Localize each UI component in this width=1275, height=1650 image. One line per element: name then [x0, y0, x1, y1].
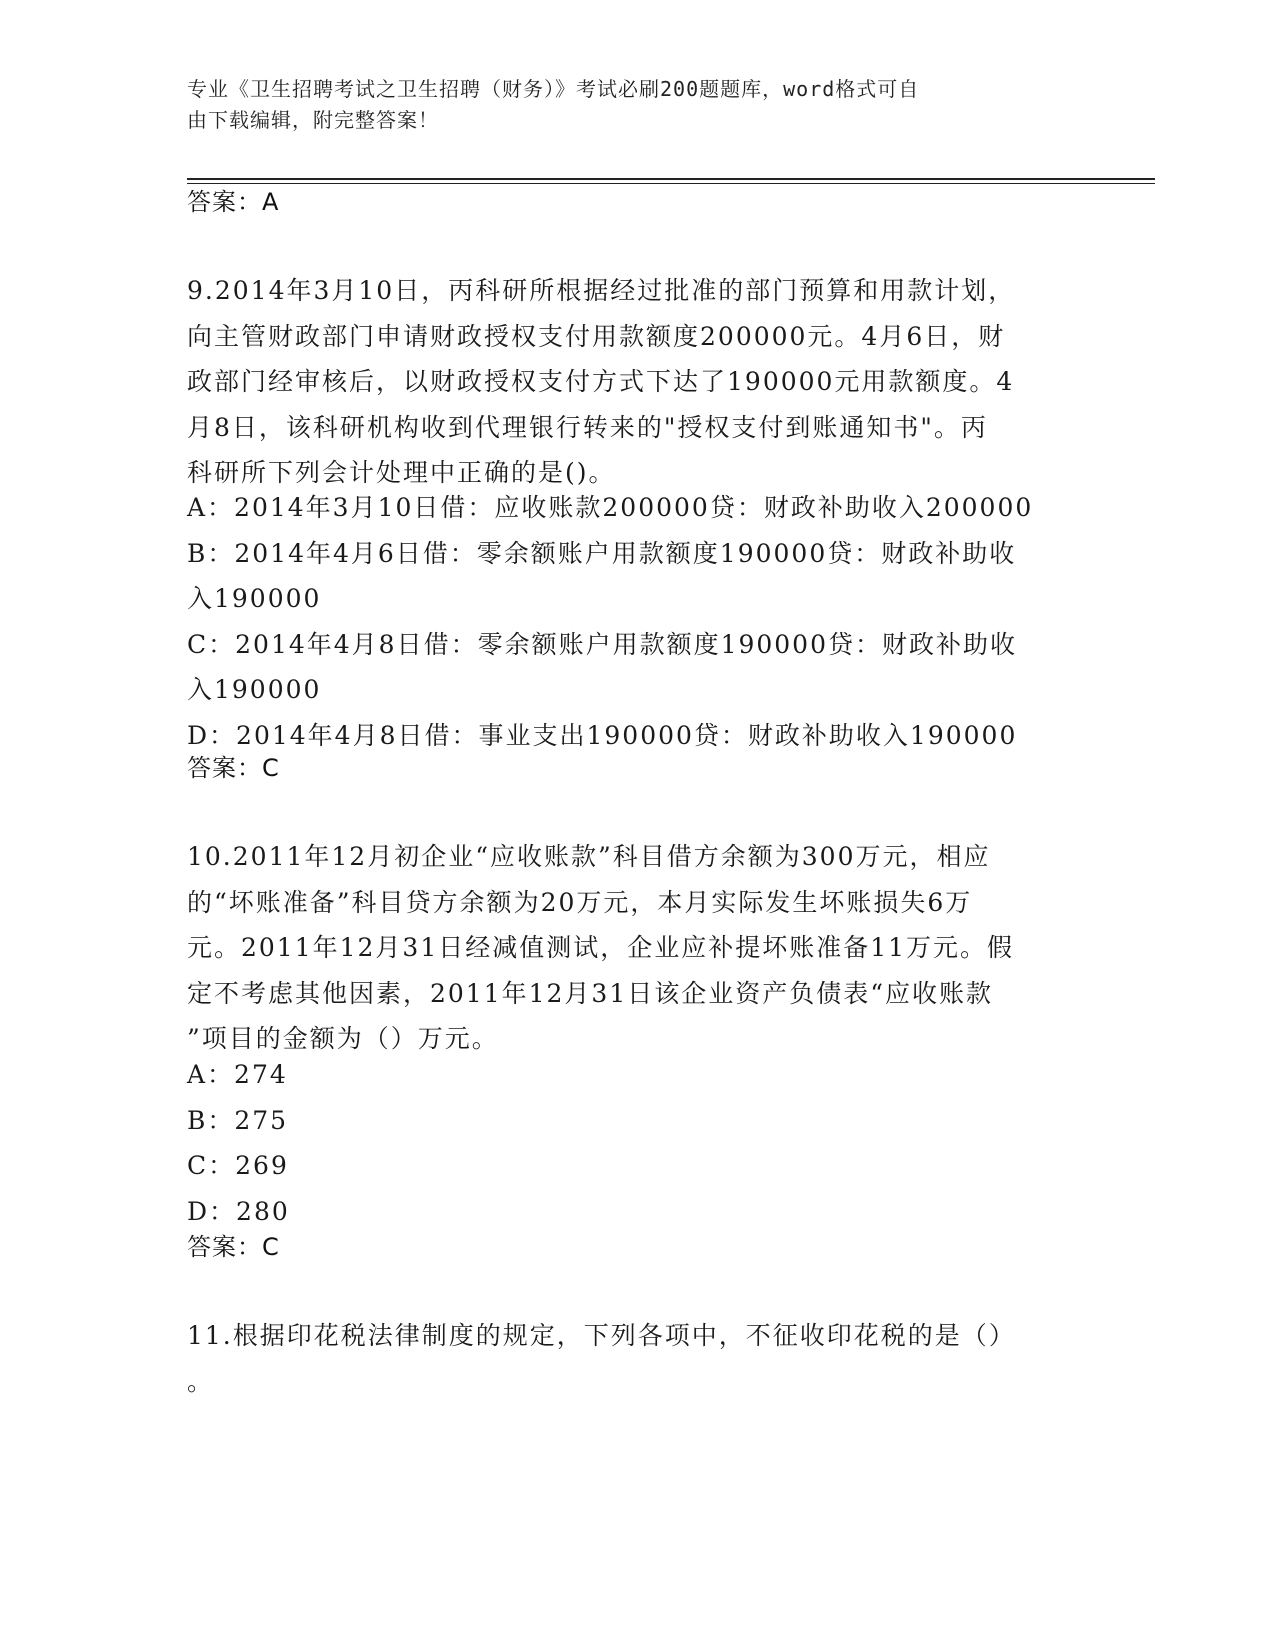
answer-q8: 答案：A — [187, 188, 280, 216]
option-c: C：269 — [187, 1151, 289, 1180]
question-10 — [187, 834, 1087, 1062]
question-line: 月8日，该科研机构收到代理银行转来的"授权支付到账通知书"。丙 — [187, 412, 988, 442]
question-line: 政部门经审核后，以财政授权支付方式下达了190000元用款额度。4 — [187, 367, 1015, 396]
header-divider — [187, 183, 1155, 184]
question-9 — [187, 268, 1087, 496]
option-d: D：2014年4月8日借：事业支出190000贷：财政补助收入190000 — [187, 720, 1018, 750]
option-d: D：280 — [187, 1196, 290, 1226]
option-a: A：274 — [187, 1060, 288, 1089]
question-line: 10.2011年12月初企业“应收账款”科目借方余额为300万元，相应 — [187, 842, 991, 871]
question-line: 11.根据印花税法律制度的规定，下列各项中，不征收印花税的是（） — [187, 1321, 1016, 1350]
question-line: 。 — [187, 1366, 215, 1396]
question-line: ”项目的金额为（）万元。 — [187, 1024, 499, 1053]
options-10 — [187, 1052, 1087, 1234]
header-divider — [187, 178, 1155, 180]
question-line: 的“坏账准备”科目贷方余额为20万元，本月实际发生坏账损失6万 — [187, 887, 973, 917]
option-b: B：2014年4月6日借：零余额账户用款额度190000贷：财政补助收 — [187, 538, 1017, 568]
question-line: 科研所下列会计处理中正确的是()。 — [187, 458, 616, 487]
question-11 — [187, 1313, 1087, 1404]
header-line: 由下载编辑，附完整答案！ — [187, 108, 439, 132]
answer-q10: 答案：C — [187, 1233, 280, 1261]
answer-q9: 答案：C — [187, 754, 280, 782]
header-line: 专业《卫生招聘考试之卫生招聘（财务）》考试必刷200题题库，word格式可自 — [187, 77, 920, 101]
option-b: B：275 — [187, 1105, 289, 1135]
option-c: C：2014年4月8日借：零余额账户用款额度190000贷：财政补助收 — [187, 629, 1017, 659]
options-9 — [187, 485, 1087, 758]
question-line: 元。2011年12月31日经减值测试，企业应补提坏账准备11万元。假 — [187, 933, 1015, 962]
option-b-continued: 入190000 — [187, 584, 322, 613]
option-c-continued: 入190000 — [187, 675, 322, 704]
page-header — [187, 74, 1067, 136]
option-a: A：2014年3月10日借：应收账款200000贷：财政补助收入200000 — [187, 493, 1034, 522]
question-line: 向主管财政部门申请财政授权支付用款额度200000元。4月6日，财 — [187, 321, 1006, 351]
question-line: 定不考虑其他因素，2011年12月31日该企业资产负债表“应收账款 — [187, 978, 994, 1008]
question-line: 9.2014年3月10日，丙科研所根据经过批准的部门预算和用款计划， — [187, 276, 1016, 305]
